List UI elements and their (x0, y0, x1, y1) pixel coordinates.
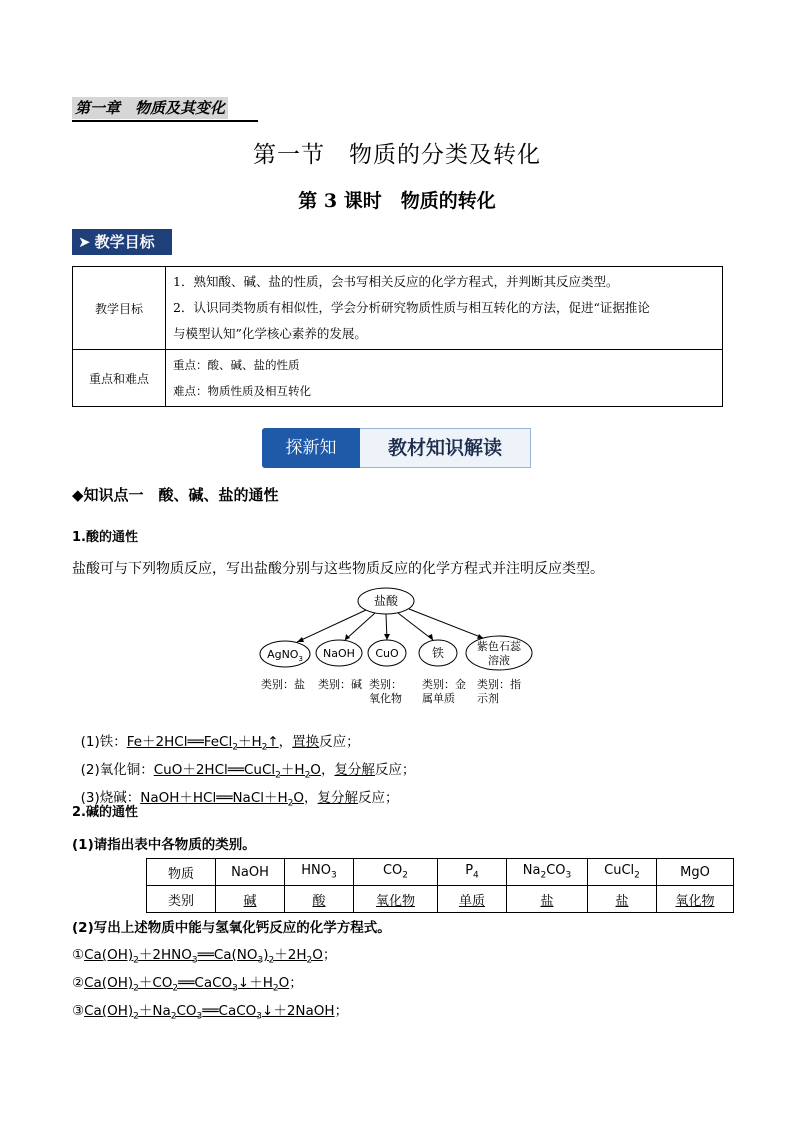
table-cell: $Na_2CO_3$ (507, 859, 588, 886)
table-cell: MgO (657, 859, 734, 886)
base-eq-2: $②Ca(OH)_2+CO_2══CaCO_3↓+H_2O$； (72, 975, 303, 994)
table-cell: 类别 (147, 886, 216, 913)
acid-eq-3: (3)烧碱：$NaOH+HCl══NaCl+H_2O$，复分解反应； (80, 790, 399, 809)
base-q2: (2)写出上述物质中能与氢氧化钙反应的化学方程式。 (72, 920, 391, 936)
goals-header (72, 229, 172, 255)
goal-line-3: 与模型认知”化学核心素养的发展。 (173, 326, 367, 341)
acid-eq-3-suffix: 反应； (358, 790, 399, 806)
chapter-label: 第一章 物质及其变化 (72, 97, 228, 119)
diagram-label-iron: 铁 (431, 646, 445, 660)
acid-eq-3-formula: $NaOH+HCl══NaCl+H_2O$ (140, 790, 305, 809)
table-cell: 碱 (216, 886, 285, 913)
diagram-cat-metal-2: 属单质 (422, 692, 455, 705)
section-title: 第一节 物质的分类及转化 (253, 142, 541, 168)
diagram-cat-base: 类别：碱 (318, 678, 362, 691)
acid-eq-1-type: 置换 (292, 734, 320, 750)
diagram-cat-oxide-1: 类别： (369, 678, 402, 691)
acid-eq-1-prefix: (1)铁： (80, 734, 127, 750)
table-row (147, 859, 734, 886)
goals-row2-label: 重点和难点 (73, 350, 166, 407)
diagram-center-label: 盐酸 (373, 594, 399, 608)
base-eq-3: $③Ca(OH)_2+Na_2CO_3══CaCO_3↓+2NaOH$； (72, 1003, 349, 1022)
goals-header-text: 教学目标 (94, 233, 155, 251)
banner-right: 教材知识解读 (360, 428, 531, 468)
diagram-cat-oxide-2: 氧化物 (369, 692, 402, 705)
key-point-line: 重点：酸、碱、盐的性质 (173, 358, 300, 372)
acid-eq-2-formula: $CuO+2HCl══CuCl_2+H_2O$ (153, 762, 321, 781)
table-cell: $P_4$ (438, 859, 507, 886)
table-cell: NaOH (216, 859, 285, 886)
diagram-cat-metal-1: 类别：金 (422, 678, 466, 691)
acid-diagram (255, 585, 545, 707)
difficulty-line: 难点：物质性质及相互转化 (173, 384, 311, 398)
base-heading: 2.碱的通性 (72, 805, 138, 820)
acid-eq-2-type: 复分解 (334, 762, 375, 778)
table-row (147, 886, 734, 913)
acid-eq-3-prefix: (3)烧碱： (80, 790, 141, 806)
chapter-underline (72, 120, 258, 122)
table-cell: 盐 (507, 886, 588, 913)
diagram-cat-salt: 类别：盐 (261, 678, 305, 691)
goals-row1-label: 教学目标 (73, 267, 166, 350)
base-eq-1: $①Ca(OH)_2+2HNO_3══Ca(NO_3)_2+2H_2O$； (72, 947, 337, 966)
diagram-cat-indicator-1: 类别：指 (477, 678, 521, 691)
table-cell: 氧化物 (657, 886, 734, 913)
table-cell: 盐 (588, 886, 657, 913)
table-cell: 物质 (147, 859, 216, 886)
diagram-label-litmus-1: 紫色石蕊 (477, 640, 521, 653)
banner-left: 探新知 (262, 428, 360, 468)
acid-eq-1-suffix: 反应； (319, 734, 360, 750)
goals-row1-content (166, 267, 723, 350)
base-q1: (1)请指出表中各物质的类别。 (72, 837, 256, 853)
acid-intro: 盐酸可与下列物质反应，写出盐酸分别与这些物质反应的化学方程式并注明反应类型。 (72, 561, 604, 577)
diagram-cat-indicator-2: 示剂 (477, 692, 499, 705)
goals-table (72, 266, 723, 407)
table-cell: $CO_2$ (354, 859, 438, 886)
table-cell: 酸 (285, 886, 354, 913)
diagram-label-cuo: CuO (375, 647, 399, 660)
diagram-label-agno3: AgNO$_3$ (267, 648, 303, 663)
acid-eq-2-suffix: 反应； (374, 762, 416, 778)
table-cell: 氧化物 (354, 886, 438, 913)
table-cell: $HNO_3$ (285, 859, 354, 886)
section-banner (262, 428, 532, 470)
goals-row2-content (166, 350, 723, 407)
diagram-label-naoh: NaOH (323, 647, 355, 660)
acid-eq-2-prefix: (2)氧化铜： (80, 762, 154, 778)
acid-eq-3-type: 复分解 (317, 790, 359, 806)
knowledge-point-heading: ◆知识点一 酸、碱、盐的通性 (72, 486, 279, 504)
acid-eq-2: (2)氧化铜：$CuO+2HCl══CuCl_2+H_2O$，复分解反应； (80, 762, 416, 781)
table-cell: 单质 (438, 886, 507, 913)
diagram-label-litmus-2: 溶液 (488, 654, 510, 667)
arrow-icon: ➤ (78, 233, 91, 251)
table-cell: CuCl$_2$ (588, 859, 657, 886)
acid-eq-1-formula: $Fe+2HCl══FeCl_2+H_2↑$ (126, 734, 279, 753)
lesson-title: 第 3 课时 物质的转化 (298, 190, 496, 212)
acid-heading: 1.酸的通性 (72, 530, 138, 545)
acid-eq-1: (1)铁：$Fe+2HCl══FeCl_2+H_2↑$，置换反应； (80, 734, 360, 753)
goal-line-1: 1．熟知酸、碱、盐的性质，会书写相关反应的化学方程式，并判断其反应类型。 (173, 274, 619, 289)
classification-table (146, 858, 734, 913)
goal-line-2: 2．认识同类物质有相似性，学会分析研究物质性质与相互转化的方法，促进“证据推论 (173, 300, 650, 315)
